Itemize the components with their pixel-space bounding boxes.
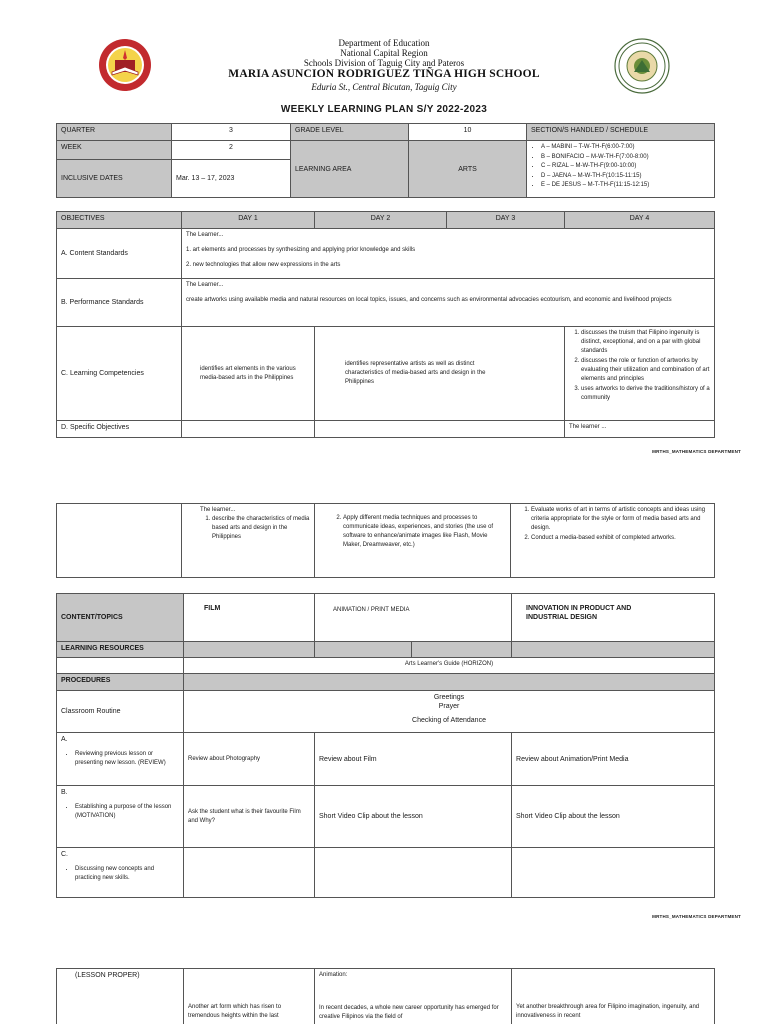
footer-department: MRTHS_MATHEMATICS DEPARTMENT (652, 449, 741, 454)
day2-header: DAY 2 (315, 212, 447, 229)
topic-day1: FILM (184, 594, 315, 642)
info-table (56, 123, 715, 198)
motivation-letter: B. (61, 789, 68, 796)
plan-title: WEEKLY LEARNING PLAN S/Y 2022-2023 (280, 104, 488, 115)
procedures-table (56, 593, 715, 898)
day3-header: DAY 3 (447, 212, 565, 229)
classroom-routine-text (184, 691, 715, 733)
motivation-label (57, 786, 184, 848)
objectives-table (56, 211, 715, 438)
day1-header: DAY 1 (182, 212, 315, 229)
section-item: • A – MABINI – T-W-TH-F(6:00-7:00) (541, 143, 710, 152)
lesson-proper-table (56, 968, 715, 1024)
content-topics-label: CONTENT/TOPICS (57, 594, 184, 642)
specific-objectives-label: D. Specific Objectives (57, 421, 182, 438)
learning-area-value: ARTS (409, 141, 527, 198)
sections-schedule (527, 141, 715, 198)
routine-line: Checking of Attendance (412, 717, 486, 724)
classroom-routine-label: Classroom Routine (57, 691, 184, 733)
lesson-day2-text: In recent decades, a whole new career opportunity has emerged for creative Filipinos via the field of (319, 1005, 499, 1020)
motivation-day1: Ask the student what is their favourite Film and Why? (184, 786, 315, 848)
learning-competencies-label: C. Learning Competencies (57, 327, 182, 421)
lesson-day1-text: Another art form which has risen to tremendous heights within the last (188, 1004, 282, 1019)
competency-day1: identifies art elements in the various media-based arts in the Philippines (182, 327, 315, 421)
week-label: WEEK (57, 141, 172, 160)
header-line1: Department of Education (338, 38, 430, 48)
topic-day4: INNOVATION IN PRODUCT AND INDUSTRIAL DESIGN (512, 594, 715, 642)
inclusive-dates-value: Mar. 13 – 17, 2023 (172, 160, 291, 198)
content-standards-label: A. Content Standards (57, 229, 182, 279)
footer-department: MRTHS_MATHEMATICS DEPARTMENT (652, 914, 741, 919)
inclusive-dates-label: INCLUSIVE DATES (57, 160, 172, 198)
specific-objectives-table (56, 503, 715, 578)
lesson-proper-label (57, 969, 184, 1024)
week-value: 2 (172, 141, 291, 160)
review-label-text: • Reviewing previous lesson or presenting new lesson. (REVIEW) (75, 750, 179, 768)
quarter-value: 3 (172, 124, 291, 141)
performance-standards-text (182, 279, 715, 327)
header-line3: Schools Division of Taguig City and Pateros (303, 58, 465, 68)
specific-item: 2. Conduct a media-based exhibit of completed artworks. (531, 534, 710, 543)
discussion-label-text: • Discussing new concepts and practicing new skills. (75, 865, 179, 883)
competency-day2: identifies representative artists as well as distinct characteristics of media-based arts and design in the Philippines (315, 327, 565, 421)
learning-resources-label: LEARNING RESOURCES (57, 642, 184, 658)
competency-item: 2. discusses the role or function of artworks by evaluating their utilization and combination of art elements and principles (581, 357, 710, 384)
learning-resources-value: Arts Learner's Guide (HORIZON) (184, 658, 715, 674)
specific-day2 (315, 504, 511, 578)
discussion-label (57, 848, 184, 898)
specific-day1-intro: The learner... (200, 507, 236, 513)
topic-day2: ANIMATION / PRINT MEDIA (315, 594, 512, 642)
lesson-day4 (512, 969, 715, 1024)
school-name: MARIA ASUNCION RODRIGUEZ TIÑGA HIGH SCHOOL (228, 68, 540, 80)
specific-item: 1. describe the characteristics of media based arts and design in the Philippines (212, 515, 310, 542)
competency-item: 1. discusses the truism that Filipino ingenuity is distinct, exceptional, and on a par with global standards (581, 329, 710, 356)
content-standards-intro: The Learner... (186, 232, 224, 238)
review-label (57, 733, 184, 786)
specific-day4 (511, 504, 715, 578)
specific-item: 2. Apply different media techniques and processes to communicate ideas, experiences, and stories (the use of software to enhance/animate images like Flash, Movie Maker, Dreamweaver, etc.) (343, 514, 506, 550)
day4-header: DAY 4 (565, 212, 715, 229)
content-standards-item: 2. new technologies that allow new expressions in the arts (186, 262, 341, 268)
header-line2: National Capital Region (340, 48, 428, 58)
section-item: • E – DE JESUS – M-T-TH-F(11:15-12:15) (541, 181, 710, 190)
objectives-header: OBJECTIVES (57, 212, 182, 229)
specific-item: 1. Evaluate works of art in terms of artistic concepts and ideas using criteria appropriate for the style or form of media based arts and design. (531, 506, 710, 533)
procedures-label: PROCEDURES (57, 674, 184, 691)
competency-item: 3. uses artworks to derive the traditions/history of a community (581, 385, 710, 403)
grade-level-label: GRADE LEVEL (291, 124, 409, 141)
section-item: • B – BONIFACIO – M-W-TH-F(7:00-8:00) (541, 153, 710, 162)
content-standards-item: 1. art elements and processes by synthesizing and applying prior knowledge and skills (186, 247, 416, 253)
content-standards-text (182, 229, 715, 279)
quarter-label: QUARTER (57, 124, 172, 141)
performance-standards-label: B. Performance Standards (57, 279, 182, 327)
discussion-letter: C. (61, 851, 68, 858)
lesson-day4-text: Yet another breakthrough area for Filipino imagination, ingenuity, and innovativeness in recent (516, 1004, 700, 1019)
motivation-day4: Short Video Clip about the lesson (512, 786, 715, 848)
routine-line: Prayer (438, 703, 460, 710)
sections-label: SECTION/S HANDLED / SCHEDULE (527, 124, 715, 141)
lesson-day1 (184, 969, 315, 1024)
grade-level-value: 10 (409, 124, 527, 141)
section-item: • C – RIZAL – M-W-TH-F(9:00-10:00) (541, 162, 710, 171)
school-address: Eduria St., Central Bicutan, Taguig City (311, 82, 457, 92)
specific-objectives-day4: The learner ... (565, 421, 715, 438)
review-day4: Review about Animation/Print Media (512, 733, 715, 786)
review-letter: A. (61, 736, 68, 743)
routine-line: Greetings (433, 694, 465, 701)
motivation-label-text: • Establishing a purpose of the lesson (MOTIVATION) (75, 803, 179, 821)
review-day2: Review about Film (315, 733, 512, 786)
competency-day4 (565, 327, 715, 421)
motivation-day2: Short Video Clip about the lesson (315, 786, 512, 848)
section-item: • D – JAENA – M-W-TH-F(10:15-11:15) (541, 172, 710, 181)
lesson-proper-label-text: (LESSON PROPER) (75, 972, 140, 979)
learning-area-label: LEARNING AREA (291, 141, 409, 198)
performance-standards-body: create artworks using available media and natural resources on local topics, issues, and concerns such as environmental advocacies ecotourism, and economic and livelihood projects (186, 297, 672, 303)
lesson-day2-title: Animation: (319, 972, 348, 978)
performance-standards-intro: The Learner... (186, 282, 224, 288)
review-day1: Review about Photography (184, 733, 315, 786)
specific-day1 (182, 504, 315, 578)
lesson-day2 (315, 969, 512, 1024)
